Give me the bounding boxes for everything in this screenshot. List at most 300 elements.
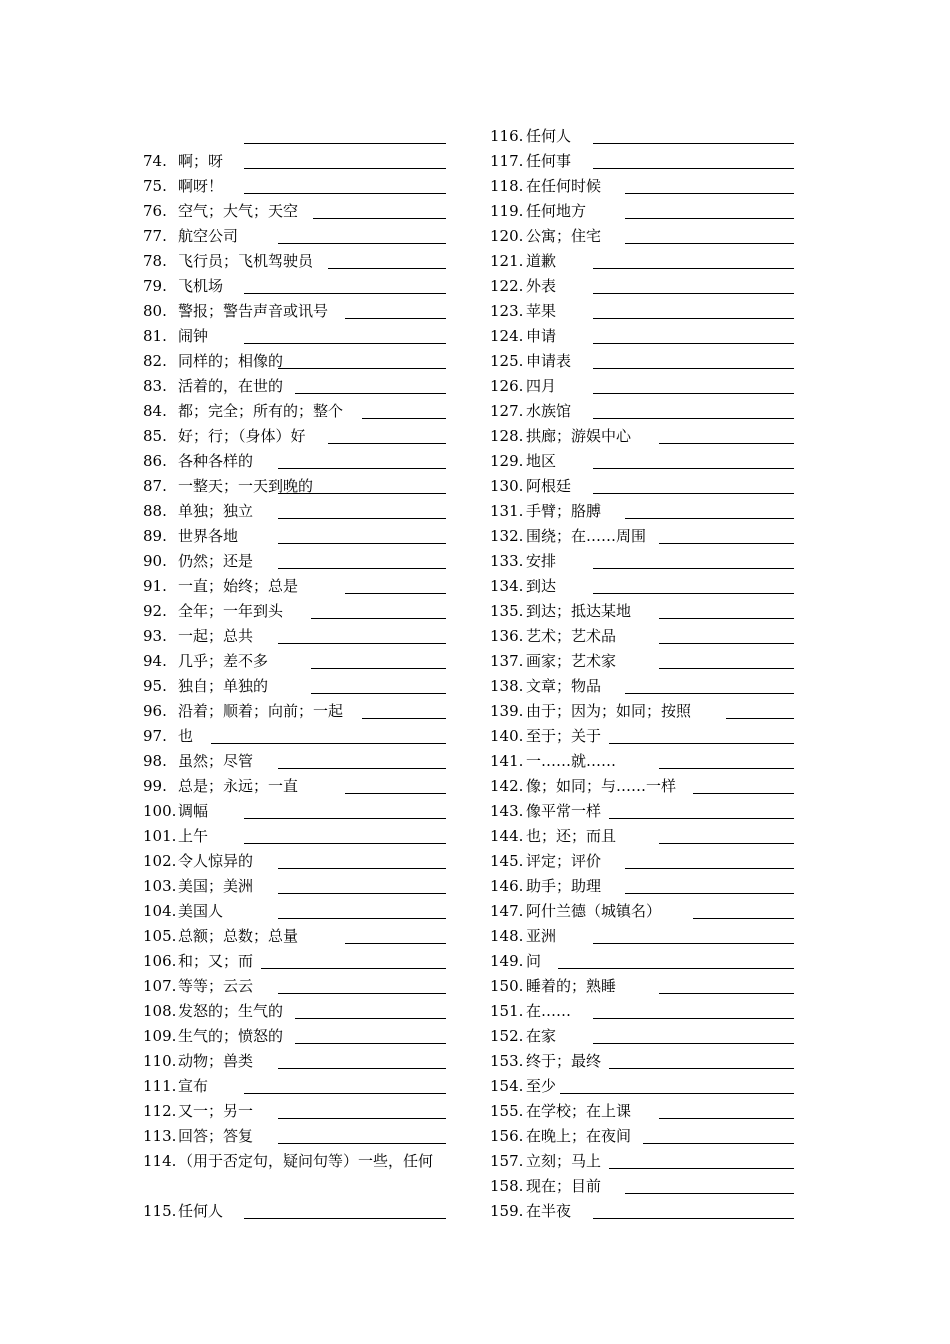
vocab-item [143, 1124, 446, 1149]
answer-blank-line[interactable] [726, 718, 794, 719]
item-term: 宣布 [178, 1077, 209, 1095]
item-number: 78. [143, 252, 167, 270]
vocab-item [143, 999, 446, 1024]
vocab-item [143, 949, 446, 974]
answer-blank-line[interactable] [659, 643, 794, 644]
answer-blank-line[interactable] [659, 1118, 794, 1119]
item-term: 各种各样的 [178, 452, 254, 470]
item-number: 126. [490, 377, 524, 395]
vocab-item [490, 949, 794, 974]
item-number: 117. [490, 152, 524, 170]
item-number: 88. [143, 502, 167, 520]
item-number: 112. [143, 1102, 177, 1120]
item-term: 单独；独立 [178, 502, 254, 520]
item-number: 122. [490, 277, 524, 295]
item-number: 141. [490, 752, 524, 770]
answer-blank-line[interactable] [625, 893, 794, 894]
item-term: 回答；答复 [178, 1127, 254, 1145]
item-term: 闹钟 [178, 327, 209, 345]
answer-blank-line[interactable] [362, 718, 446, 719]
item-term: 一整天；一天到晚的 [178, 477, 314, 495]
item-term: 到达；抵达某地 [526, 602, 632, 620]
item-number: 76. [143, 202, 167, 220]
vocab-item [143, 724, 446, 749]
item-term: 啊；呀 [178, 152, 224, 170]
answer-blank-line[interactable] [593, 318, 794, 319]
answer-blank-line[interactable] [244, 1093, 446, 1094]
answer-blank-line[interactable] [625, 193, 794, 194]
item-term: 在家 [526, 1027, 557, 1045]
answer-blank-line[interactable] [278, 1143, 446, 1144]
item-term: 在晚上；在夜间 [526, 1127, 632, 1145]
item-number: 118. [490, 177, 524, 195]
item-number: 131. [490, 502, 524, 520]
vocab-item [143, 699, 446, 724]
item-term: 令人惊异的 [178, 852, 254, 870]
item-term: 几乎；差不多 [178, 652, 269, 670]
vocab-item [490, 299, 794, 324]
answer-blank-line[interactable] [244, 343, 446, 344]
answer-blank-line[interactable] [625, 693, 794, 694]
answer-blank-line[interactable] [244, 843, 446, 844]
item-term: 啊呀！ [178, 177, 224, 195]
answer-blank-line[interactable] [593, 393, 794, 394]
item-term: 立刻；马上 [526, 1152, 602, 1170]
answer-blank-line[interactable] [659, 443, 794, 444]
item-term: 又一；另一 [178, 1102, 254, 1120]
item-number: 150. [490, 977, 524, 995]
vocab-item [490, 649, 794, 674]
vocab-item [143, 274, 446, 299]
item-number: 99. [143, 777, 167, 795]
answer-blank-line[interactable] [278, 468, 446, 469]
answer-blank-line[interactable] [593, 493, 794, 494]
item-number: 91. [143, 577, 167, 595]
item-number: 154. [490, 1077, 524, 1095]
answer-blank-line[interactable] [659, 993, 794, 994]
vocab-item [490, 149, 794, 174]
vocab-item [490, 549, 794, 574]
left-column [143, 124, 446, 1224]
vocab-item [490, 774, 794, 799]
answer-blank-line[interactable] [278, 918, 446, 919]
item-number: 93. [143, 627, 167, 645]
vocab-item [490, 274, 794, 299]
item-number: 140. [490, 727, 524, 745]
item-term: 也；还；而且 [526, 827, 617, 845]
item-number: 137. [490, 652, 524, 670]
item-term: 拱廊；游娱中心 [526, 427, 632, 445]
vocab-item [143, 774, 446, 799]
item-number: 155. [490, 1102, 524, 1120]
item-term: 都；完全；所有的；整个 [178, 402, 344, 420]
item-number: 84. [143, 402, 167, 420]
vocab-item [143, 224, 446, 249]
item-term: 美国；美洲 [178, 877, 254, 895]
vocab-item [143, 249, 446, 274]
vocab-item [143, 599, 446, 624]
item-number: 139. [490, 702, 524, 720]
item-term: 在…… [526, 1002, 572, 1020]
item-term: 手臂；胳膊 [526, 502, 602, 520]
item-number: 151. [490, 1002, 524, 1020]
vocab-item [490, 324, 794, 349]
vocab-item [490, 1024, 794, 1049]
item-number: 104. [143, 902, 177, 920]
item-term: 世界各地 [178, 527, 239, 545]
vocab-item [143, 799, 446, 824]
vocab-item [143, 199, 446, 224]
item-term: 至于；关于 [526, 727, 602, 745]
item-number: 90. [143, 552, 167, 570]
item-number: 114. [143, 1152, 177, 1170]
answer-blank-line[interactable] [278, 1068, 446, 1069]
item-number: 153. [490, 1052, 524, 1070]
item-term: 在任何时候 [526, 177, 602, 195]
answer-blank-line[interactable] [593, 418, 794, 419]
answer-blank-line[interactable] [278, 868, 446, 869]
item-number: 97. [143, 727, 167, 745]
answer-blank-line[interactable] [244, 143, 446, 144]
item-number: 130. [490, 477, 524, 495]
answer-blank-line[interactable] [593, 293, 794, 294]
item-number: 106. [143, 952, 177, 970]
item-number: 102. [143, 852, 177, 870]
answer-blank-line[interactable] [625, 1193, 794, 1194]
vocab-item [143, 874, 446, 899]
answer-blank-line[interactable] [593, 568, 794, 569]
item-term: 空气；大气；天空 [178, 202, 299, 220]
item-term: 安排 [526, 552, 557, 570]
vocab-item [490, 574, 794, 599]
answer-blank-line[interactable] [593, 268, 794, 269]
item-number: 119. [490, 202, 524, 220]
answer-blank-line[interactable] [278, 993, 446, 994]
item-term: 至少 [526, 1077, 557, 1095]
item-number: 125. [490, 352, 524, 370]
answer-blank-line[interactable] [593, 1043, 794, 1044]
item-term: 警报；警告声音或讯号 [178, 302, 329, 320]
vocab-item [490, 249, 794, 274]
vocab-item [490, 349, 794, 374]
item-number: 92. [143, 602, 167, 620]
item-term: 一起；总共 [178, 627, 254, 645]
vocab-item [490, 674, 794, 699]
vocab-item [143, 1199, 446, 1224]
item-term: 任何人 [178, 1202, 224, 1220]
answer-blank-line[interactable] [278, 243, 446, 244]
item-term: 发怒的；生气的 [178, 1002, 284, 1020]
answer-blank-line[interactable] [345, 593, 446, 594]
item-number: 109. [143, 1027, 177, 1045]
vocab-item [490, 974, 794, 999]
answer-blank-line[interactable] [244, 293, 446, 294]
item-term: 总额；总数；总量 [178, 927, 299, 945]
item-term: 独自；单独的 [178, 677, 269, 695]
answer-blank-line[interactable] [278, 368, 446, 369]
answer-blank-line[interactable] [625, 243, 794, 244]
answer-blank-line[interactable] [244, 1218, 446, 1219]
item-term: 阿什兰德（城镇名） [526, 902, 662, 920]
item-number: 80. [143, 302, 167, 320]
item-term: 虽然；尽管 [178, 752, 254, 770]
item-term: 公寓；住宅 [526, 227, 602, 245]
answer-blank-line[interactable] [659, 618, 794, 619]
item-number: 138. [490, 677, 524, 695]
answer-blank-line[interactable] [278, 768, 446, 769]
item-term: 苹果 [526, 302, 557, 320]
item-number: 111. [143, 1077, 177, 1095]
vocab-item [490, 124, 794, 149]
item-number: 75. [143, 177, 167, 195]
answer-blank-line[interactable] [311, 618, 446, 619]
answer-blank-line[interactable] [625, 518, 794, 519]
item-term: 地区 [526, 452, 557, 470]
answer-blank-line[interactable] [558, 968, 794, 969]
item-number: 127. [490, 402, 524, 420]
vocab-item [143, 424, 446, 449]
answer-blank-line[interactable] [659, 543, 794, 544]
vocab-item [143, 899, 446, 924]
answer-blank-line[interactable] [643, 1143, 794, 1144]
vocab-item [143, 849, 446, 874]
vocab-item [490, 599, 794, 624]
answer-blank-line[interactable] [278, 518, 446, 519]
vocab-item [143, 749, 446, 774]
answer-blank-line[interactable] [345, 318, 446, 319]
item-term: 画家；艺术家 [526, 652, 617, 670]
item-number: 128. [490, 427, 524, 445]
vocab-item [143, 974, 446, 999]
item-number: 129. [490, 452, 524, 470]
item-number: 79. [143, 277, 167, 295]
answer-blank-line[interactable] [560, 1093, 794, 1094]
item-number: 108. [143, 1002, 177, 1020]
vocab-item [143, 574, 446, 599]
vocab-item [143, 449, 446, 474]
answer-blank-line[interactable] [659, 668, 794, 669]
answer-blank-line[interactable] [593, 593, 794, 594]
answer-blank-line[interactable] [693, 918, 794, 919]
item-term: 活着的，在世的 [178, 377, 284, 395]
item-number: 132. [490, 527, 524, 545]
item-term: 助手；助理 [526, 877, 602, 895]
item-number: 95. [143, 677, 167, 695]
vocab-item [143, 1049, 446, 1074]
vocab-item [490, 449, 794, 474]
item-number: 81. [143, 327, 167, 345]
answer-blank-line[interactable] [295, 1043, 446, 1044]
item-number: 110. [143, 1052, 177, 1070]
vocab-item [490, 824, 794, 849]
item-number: 101. [143, 827, 177, 845]
vocab-item [490, 874, 794, 899]
vocab-item [143, 374, 446, 399]
item-number: 74. [143, 152, 167, 170]
item-term: 调幅 [178, 802, 209, 820]
item-number: 100. [143, 802, 177, 820]
vocab-item [490, 1174, 794, 1199]
item-number: 96. [143, 702, 167, 720]
vocab-item [143, 649, 446, 674]
vocab-item [490, 174, 794, 199]
vocab-item [143, 824, 446, 849]
item-number: 87. [143, 477, 167, 495]
answer-blank-line[interactable] [278, 643, 446, 644]
answer-blank-line[interactable] [609, 1068, 794, 1069]
item-term: 等等；云云 [178, 977, 254, 995]
item-term: 评定；评价 [526, 852, 602, 870]
vocab-item [490, 474, 794, 499]
item-number: 86. [143, 452, 167, 470]
vocab-item [490, 749, 794, 774]
answer-blank-line[interactable] [278, 493, 446, 494]
answer-blank-line[interactable] [593, 1218, 794, 1219]
vocab-item [143, 149, 446, 174]
item-term: 同样的；相像的 [178, 352, 284, 370]
vocab-item [143, 349, 446, 374]
item-number: 107. [143, 977, 177, 995]
answer-blank-line[interactable] [278, 1118, 446, 1119]
vocab-item [490, 699, 794, 724]
answer-blank-line[interactable] [593, 1018, 794, 1019]
item-number: 147. [490, 902, 524, 920]
answer-blank-line[interactable] [295, 393, 446, 394]
item-term: 和；又；而 [178, 952, 254, 970]
answer-blank-line[interactable] [295, 1018, 446, 1019]
answer-blank-line[interactable] [593, 143, 794, 144]
vocab-item [490, 849, 794, 874]
answer-blank-line[interactable] [278, 893, 446, 894]
answer-blank-line[interactable] [593, 368, 794, 369]
item-term: 仍然；还是 [178, 552, 254, 570]
answer-blank-line[interactable] [625, 218, 794, 219]
answer-blank-line[interactable] [278, 568, 446, 569]
item-number: 159. [490, 1202, 524, 1220]
item-term: 生气的；愤怒的 [178, 1027, 284, 1045]
answer-blank-line[interactable] [659, 768, 794, 769]
item-term: 外表 [526, 277, 557, 295]
answer-blank-line[interactable] [244, 818, 446, 819]
item-number: 123. [490, 302, 524, 320]
answer-blank-line[interactable] [328, 443, 446, 444]
vocab-item [490, 1099, 794, 1124]
item-term: 问 [526, 952, 542, 970]
item-number: 82. [143, 352, 167, 370]
answer-blank-line[interactable] [345, 943, 446, 944]
item-term: 由于；因为；如同；按照 [526, 702, 692, 720]
vocab-item [143, 1074, 446, 1099]
item-term: 睡着的；熟睡 [526, 977, 617, 995]
vocab-item [490, 799, 794, 824]
item-number: 142. [490, 777, 524, 795]
item-number: 105. [143, 927, 177, 945]
item-number: 146. [490, 877, 524, 895]
item-number: 89. [143, 527, 167, 545]
item-term: 任何地方 [526, 202, 587, 220]
answer-blank-line[interactable] [625, 868, 794, 869]
vocab-item [490, 199, 794, 224]
vocab-item [143, 524, 446, 549]
vocab-item [143, 1099, 446, 1124]
vocab-item [143, 324, 446, 349]
item-term: 水族馆 [526, 402, 572, 420]
item-number: 77. [143, 227, 167, 245]
vocab-item [490, 724, 794, 749]
item-term: 沿着；顺着；向前；一起 [178, 702, 344, 720]
item-term: 申请 [526, 327, 557, 345]
answer-blank-line[interactable] [693, 793, 794, 794]
answer-blank-line[interactable] [609, 818, 794, 819]
vocab-item [490, 399, 794, 424]
item-number: 85. [143, 427, 167, 445]
item-term: 在半夜 [526, 1202, 572, 1220]
vocab-item [490, 499, 794, 524]
item-term: 终于；最终 [526, 1052, 602, 1070]
item-term: 航空公司 [178, 227, 239, 245]
item-number: 148. [490, 927, 524, 945]
answer-blank-line[interactable] [593, 168, 794, 169]
answer-blank-line[interactable] [244, 193, 446, 194]
item-term: 全年；一年到头 [178, 602, 284, 620]
answer-blank-line[interactable] [244, 168, 446, 169]
answer-blank-line[interactable] [278, 543, 446, 544]
vocab-item [143, 624, 446, 649]
vocab-item [490, 924, 794, 949]
answer-blank-line[interactable] [345, 793, 446, 794]
item-term: 阿根廷 [526, 477, 572, 495]
answer-blank-line[interactable] [593, 343, 794, 344]
item-term: 围绕；在……周围 [526, 527, 647, 545]
vocab-item [490, 1049, 794, 1074]
answer-blank-line[interactable] [609, 743, 794, 744]
answer-blank-line[interactable] [311, 668, 446, 669]
answer-blank-line[interactable] [328, 268, 446, 269]
item-term: 四月 [526, 377, 557, 395]
item-term: 在学校；在上课 [526, 1102, 632, 1120]
item-term: 亚洲 [526, 927, 557, 945]
answer-blank-line[interactable] [593, 468, 794, 469]
item-number: 136. [490, 627, 524, 645]
item-number: 144. [490, 827, 524, 845]
answer-blank-line[interactable] [311, 693, 446, 694]
item-number: 113. [143, 1127, 177, 1145]
item-number: 135. [490, 602, 524, 620]
answer-blank-line[interactable] [313, 218, 446, 219]
answer-blank-line[interactable] [659, 843, 794, 844]
item-term: 艺术；艺术品 [526, 627, 617, 645]
item-term: 也 [178, 727, 194, 745]
answer-blank-line[interactable] [261, 968, 446, 969]
vocab-item [143, 299, 446, 324]
item-number: 116. [490, 127, 524, 145]
item-term: 总是；永远；一直 [178, 777, 299, 795]
answer-blank-line[interactable] [609, 1168, 794, 1169]
item-number: 133. [490, 552, 524, 570]
item-number: 124. [490, 327, 524, 345]
answer-blank-line[interactable] [593, 943, 794, 944]
answer-blank-line[interactable] [362, 418, 446, 419]
item-term: 一……就…… [526, 752, 617, 770]
item-number: 149. [490, 952, 524, 970]
item-term: 美国人 [178, 902, 224, 920]
item-term: 飞机场 [178, 277, 224, 295]
vocab-item [490, 1124, 794, 1149]
item-term: 任何事 [526, 152, 572, 170]
answer-blank-line[interactable] [211, 743, 446, 744]
item-number: 120. [490, 227, 524, 245]
item-number: 98. [143, 752, 167, 770]
